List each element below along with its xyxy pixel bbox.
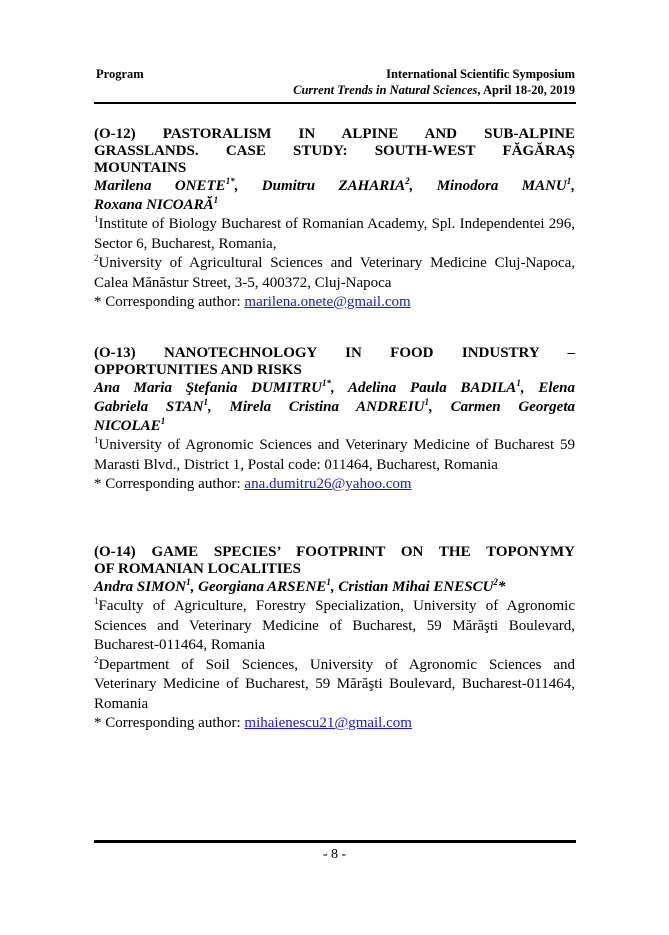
affiliation-sup: 1 xyxy=(94,435,99,445)
author-sup: 1 xyxy=(160,416,166,426)
affiliation-sup: 1 xyxy=(94,596,99,606)
author-name: Minodora MANU xyxy=(436,178,567,194)
corresponding-email-link[interactable]: marilena.onete@gmail.com xyxy=(244,294,411,310)
author-sup: 2 xyxy=(405,176,410,186)
author-sep: , xyxy=(330,579,339,595)
affiliation xyxy=(94,436,575,475)
corresponding-author xyxy=(94,475,575,495)
author-sep: , xyxy=(190,579,199,595)
affiliation-text: Faculty of Agriculture, Forestry Specialization, University of Agronomic Sciences and Veterinary Medicine of Bucharest, 59 Mărăşti Boulevard, Bucharest-011464, Romania xyxy=(94,598,575,653)
author-sep: , xyxy=(330,380,348,396)
abstract-entry-o14 xyxy=(94,544,575,734)
author-sup: 1 xyxy=(424,397,430,407)
abstract-entry-o12 xyxy=(94,126,575,313)
affiliation-sup: 2 xyxy=(94,654,99,665)
corresponding-author xyxy=(94,714,575,734)
affiliation xyxy=(94,215,575,254)
corresponding-label: * Corresponding author: xyxy=(94,715,245,731)
affiliation xyxy=(94,656,575,715)
author-name: Roxana NICOARĂ xyxy=(94,197,214,213)
author-name: Ana Maria Ştefania DUMITRU xyxy=(94,380,322,396)
entry-title-line: OF ROMANIAN LOCALITIES xyxy=(94,561,301,577)
affiliation xyxy=(94,254,575,293)
author-sup: 1 xyxy=(516,378,521,388)
corresponding-label: * Corresponding author: xyxy=(94,476,245,492)
author-name: Mirela Cristina ANDREIU xyxy=(229,399,425,415)
author-sup: 2 xyxy=(493,577,498,587)
author-sup: 1 xyxy=(213,195,219,205)
affiliation-text: Institute of Biology Bucharest of Romanian Academy, Spl. Independentei 296, Sector 6, Bucharest, Romania, xyxy=(94,216,575,252)
corresponding-author xyxy=(94,293,575,313)
affiliation-text: University of Agricultural Sciences and Veterinary Medicine Cluj-Napoca, Calea Mănăstur Street, 3-5, 400372, Cluj-Napoca xyxy=(94,255,575,291)
entry-authors-cont: Gabriela STAN$^1$, Mirela Cristina ANDREIU$^1$, Carmen Georgeta NICOLAE$^1$ xyxy=(94,397,575,434)
author-sup: 1 xyxy=(326,577,331,587)
footer-rule xyxy=(94,840,576,843)
corresponding-email-link[interactable]: mihaienescu21@gmail.com xyxy=(244,715,412,731)
entry-title-line: OPPORTUNITIES AND RISKS xyxy=(94,362,302,378)
header-symposium: International Scientific Symposium xyxy=(386,67,575,81)
page-number: - 8 - xyxy=(322,847,347,862)
author-name: Dumitru ZAHARIA xyxy=(261,178,406,194)
entry-title-line: (O-12) PASTORALISM IN ALPINE AND SUB-ALPINE xyxy=(94,126,575,142)
author-name: Andra SIMON xyxy=(94,579,187,595)
author-name: Cristian Mihai ENESCU xyxy=(338,579,494,595)
entry-title xyxy=(94,544,575,578)
corresponding-email-link[interactable]: ana.dumitru26@yahoo.com xyxy=(244,476,412,492)
entry-title-line: GRASSLANDS. CASE STUDY: SOUTH-WEST FĂGĂRAŞ xyxy=(94,143,575,159)
author-sup: 1* xyxy=(225,176,235,186)
affiliation-sup: 1 xyxy=(94,214,99,224)
author-sup: 1* xyxy=(321,378,331,388)
header-rule xyxy=(94,102,576,104)
author-sup: 1 xyxy=(203,397,208,407)
affiliation xyxy=(94,597,575,656)
author-sep: , xyxy=(429,399,451,415)
author-name: Georgiana ARSENE xyxy=(198,579,327,595)
entry-title-line: (O-13) NANOTECHNOLOGY IN FOOD INDUSTRY – xyxy=(94,345,575,361)
affiliation-text: University of Agronomic Sciences and Veterinary Medicine of Bucharest 59 Marasti Blvd., District 1, Postal code: 011464, Bucharest, Romania xyxy=(94,437,575,473)
author-sep: , xyxy=(409,178,437,194)
author-sup: 1 xyxy=(566,176,572,186)
affiliation-sup: 2 xyxy=(94,253,99,263)
author-sep: , xyxy=(234,178,262,194)
entry-title xyxy=(94,126,575,177)
header-subtitle xyxy=(293,83,575,98)
author-name: Marilena ONETE xyxy=(94,178,226,194)
author-sup: 1 xyxy=(186,577,191,587)
author-sep: , xyxy=(520,380,539,396)
corresponding-label: * Corresponding author: xyxy=(94,294,245,310)
header-subtitle-date: , April 18-20, 2019 xyxy=(477,83,575,97)
entry-title-line: (O-14) GAME SPECIES’ FOOTPRINT ON THE TOPONYMY xyxy=(94,544,575,560)
entry-authors: Ana Maria Ştefania $DUMITRU^{1*}$, Adelina Paula BADILA$^1$, Elena xyxy=(94,378,576,396)
header-program: Program xyxy=(96,67,144,81)
entry-title xyxy=(94,345,575,379)
entry-authors xyxy=(94,177,575,215)
affiliation-text: Department of Soil Sciences, University of Agronomic Sciences and Veterinary Medicine of Bucharest, 59 Mărăşti Boulevard, Bucharest-011464, Romania xyxy=(94,656,575,712)
abstract-entry-o13 xyxy=(94,345,575,495)
header-subtitle-italic: Current Trends in Natural Sciences xyxy=(293,83,478,97)
author-name: Adelina Paula BADILA xyxy=(347,380,517,396)
author-sep: * xyxy=(497,579,506,595)
entry-authors xyxy=(94,578,575,597)
entry-title-line: MOUNTAINS xyxy=(94,160,187,176)
author-sep: , xyxy=(571,178,575,194)
author-sep: , xyxy=(207,399,230,415)
